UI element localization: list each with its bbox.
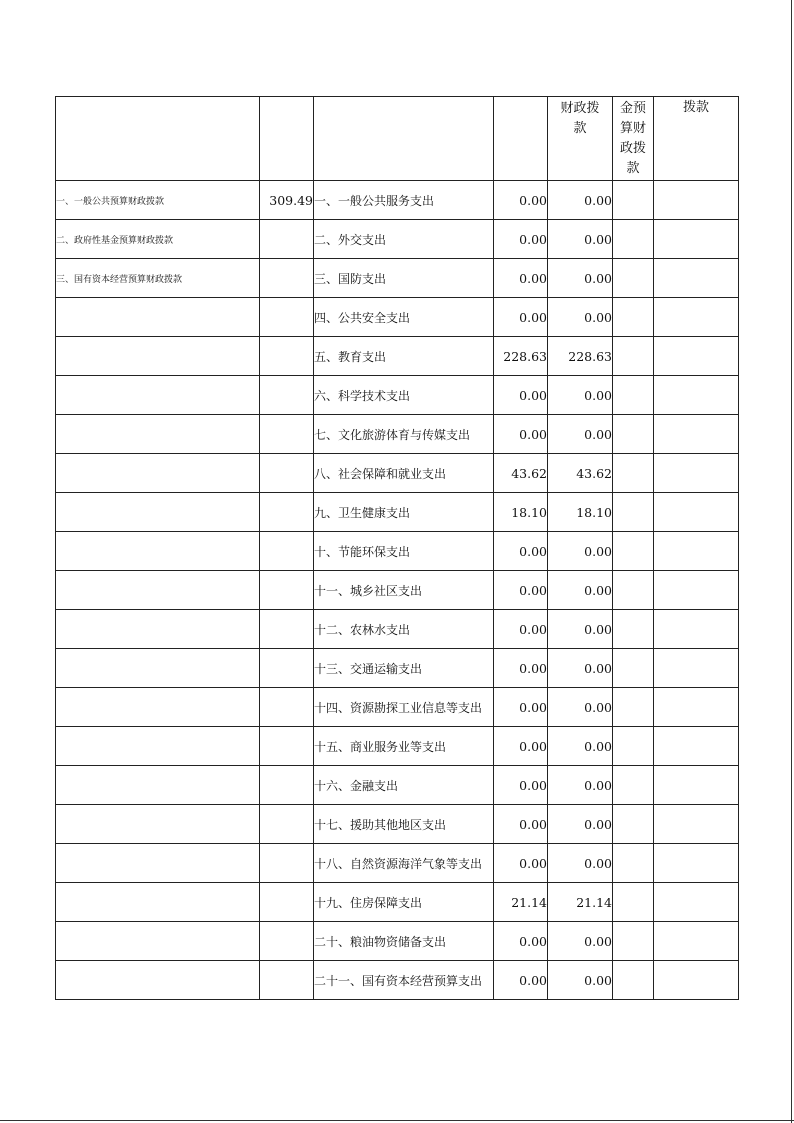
expense-item-cell: 十三、交通运输支出: [314, 649, 494, 688]
income-amount-cell: [260, 883, 314, 922]
income-amount-cell: [260, 571, 314, 610]
expense-item-cell: 六、科学技术支出: [314, 376, 494, 415]
total-amount-cell: 0.00: [494, 532, 548, 571]
total-amount-cell: 0.00: [494, 571, 548, 610]
table-row: [56, 922, 739, 961]
table-row: [56, 532, 739, 571]
total-amount-cell: 0.00: [494, 649, 548, 688]
total-amount-cell: 0.00: [494, 610, 548, 649]
fund-budget-grant-cell: [613, 610, 654, 649]
fund-budget-grant-cell: [613, 220, 654, 259]
budget-table: [55, 96, 739, 1000]
fund-budget-grant-cell: [613, 922, 654, 961]
fund-budget-grant-cell: [613, 805, 654, 844]
expense-item-cell: 十七、援助其他地区支出: [314, 805, 494, 844]
expense-item-cell: 十、节能环保支出: [314, 532, 494, 571]
header-fiscal-grant-label: 财政拨款: [560, 101, 600, 136]
expense-item-cell: 十八、自然资源海洋气象等支出: [314, 844, 494, 883]
table-row: [56, 454, 739, 493]
total-amount-cell: 0.00: [494, 259, 548, 298]
expense-item-cell: 十二、农林水支出: [314, 610, 494, 649]
grant-cell: [654, 376, 739, 415]
grant-cell: [654, 844, 739, 883]
fiscal-grant-cell: 0.00: [548, 844, 613, 883]
fiscal-grant-cell: 0.00: [548, 415, 613, 454]
fund-budget-grant-cell: [613, 493, 654, 532]
fiscal-grant-cell: 0.00: [548, 259, 613, 298]
expense-item-cell: 四、公共安全支出: [314, 298, 494, 337]
total-amount-cell: 0.00: [494, 766, 548, 805]
income-item-cell: [56, 922, 260, 961]
total-amount-cell: 0.00: [494, 844, 548, 883]
income-item-cell: [56, 961, 260, 1000]
page-edge-bottom: [0, 1120, 794, 1121]
income-amount-cell: 309.49: [260, 181, 314, 220]
grant-cell: [654, 961, 739, 1000]
expense-item-cell: 十五、商业服务业等支出: [314, 727, 494, 766]
income-amount-cell: [260, 610, 314, 649]
fiscal-grant-cell: 0.00: [548, 220, 613, 259]
expense-item-cell: 十一、城乡社区支出: [314, 571, 494, 610]
income-amount-cell: [260, 259, 314, 298]
fiscal-grant-cell: 0.00: [548, 922, 613, 961]
income-item-cell: [56, 610, 260, 649]
header-total: [494, 97, 548, 181]
table-row: [56, 571, 739, 610]
grant-cell: [654, 649, 739, 688]
grant-cell: [654, 454, 739, 493]
income-amount-cell: [260, 844, 314, 883]
page-edge-right: [791, 0, 792, 1123]
fiscal-grant-cell: 0.00: [548, 571, 613, 610]
fund-budget-grant-cell: [613, 883, 654, 922]
fiscal-grant-cell: 228.63: [548, 337, 613, 376]
income-amount-cell: [260, 376, 314, 415]
table-row: [56, 181, 739, 220]
income-item-cell: [56, 805, 260, 844]
income-item-cell: [56, 766, 260, 805]
table-row: [56, 493, 739, 532]
expense-item-cell: 八、社会保障和就业支出: [314, 454, 494, 493]
income-amount-cell: [260, 727, 314, 766]
fiscal-grant-cell: 0.00: [548, 805, 613, 844]
table-row: [56, 415, 739, 454]
income-item-cell: 二、政府性基金预算财政拨款: [56, 220, 260, 259]
grant-cell: [654, 883, 739, 922]
grant-cell: [654, 610, 739, 649]
total-amount-cell: 0.00: [494, 181, 548, 220]
table-row: [56, 844, 739, 883]
total-amount-cell: 0.00: [494, 220, 548, 259]
table-row: [56, 220, 739, 259]
fiscal-grant-cell: 21.14: [548, 883, 613, 922]
fund-budget-grant-cell: [613, 532, 654, 571]
fiscal-grant-cell: 0.00: [548, 376, 613, 415]
expense-item-cell: 十六、金融支出: [314, 766, 494, 805]
income-item-cell: [56, 454, 260, 493]
fund-budget-grant-cell: [613, 415, 654, 454]
fund-budget-grant-cell: [613, 376, 654, 415]
expense-item-cell: 十四、资源勘探工业信息等支出: [314, 688, 494, 727]
grant-cell: [654, 220, 739, 259]
fiscal-grant-cell: 0.00: [548, 298, 613, 337]
total-amount-cell: 21.14: [494, 883, 548, 922]
total-amount-cell: 0.00: [494, 727, 548, 766]
income-amount-cell: [260, 922, 314, 961]
total-amount-cell: 0.00: [494, 805, 548, 844]
income-item-cell: 一、一般公共预算财政拨款: [56, 181, 260, 220]
grant-cell: [654, 259, 739, 298]
grant-cell: [654, 766, 739, 805]
total-amount-cell: 0.00: [494, 376, 548, 415]
fund-budget-grant-cell: [613, 259, 654, 298]
fiscal-grant-cell: 18.10: [548, 493, 613, 532]
table-row: [56, 727, 739, 766]
total-amount-cell: 18.10: [494, 493, 548, 532]
income-item-cell: [56, 532, 260, 571]
table-row: [56, 805, 739, 844]
expense-item-cell: 二十、粮油物资储备支出: [314, 922, 494, 961]
income-item-cell: [56, 688, 260, 727]
table-row: [56, 766, 739, 805]
income-item-cell: [56, 883, 260, 922]
expense-item-cell: 二、外交支出: [314, 220, 494, 259]
expense-item-cell: 七、文化旅游体育与传媒支出: [314, 415, 494, 454]
fund-budget-grant-cell: [613, 844, 654, 883]
income-amount-cell: [260, 688, 314, 727]
income-item-cell: [56, 298, 260, 337]
grant-cell: [654, 415, 739, 454]
fund-budget-grant-cell: [613, 571, 654, 610]
fiscal-grant-cell: 0.00: [548, 688, 613, 727]
table-row: [56, 649, 739, 688]
total-amount-cell: 0.00: [494, 298, 548, 337]
header-fund-budget-grant: [613, 97, 654, 181]
income-amount-cell: [260, 337, 314, 376]
header-expense-item: [314, 97, 494, 181]
income-amount-cell: [260, 766, 314, 805]
header-income-amount: [260, 97, 314, 181]
header-fiscal-grant: [548, 97, 613, 181]
income-amount-cell: [260, 961, 314, 1000]
income-item-cell: [56, 415, 260, 454]
fund-budget-grant-cell: [613, 649, 654, 688]
table-row: [56, 298, 739, 337]
fund-budget-grant-cell: [613, 961, 654, 1000]
income-item-cell: [56, 649, 260, 688]
fiscal-grant-cell: 0.00: [548, 649, 613, 688]
expense-item-cell: 十九、住房保障支出: [314, 883, 494, 922]
table-row: [56, 883, 739, 922]
grant-cell: [654, 532, 739, 571]
total-amount-cell: 0.00: [494, 922, 548, 961]
fiscal-grant-cell: 43.62: [548, 454, 613, 493]
grant-cell: [654, 805, 739, 844]
income-item-cell: [56, 844, 260, 883]
income-amount-cell: [260, 454, 314, 493]
fund-budget-grant-cell: [613, 727, 654, 766]
expense-item-cell: 二十一、国有资本经营预算支出: [314, 961, 494, 1000]
income-item-cell: [56, 376, 260, 415]
fiscal-grant-cell: 0.00: [548, 961, 613, 1000]
table-row: [56, 337, 739, 376]
fiscal-grant-cell: 0.00: [548, 181, 613, 220]
expense-item-cell: 五、教育支出: [314, 337, 494, 376]
grant-cell: [654, 571, 739, 610]
table-row: [56, 961, 739, 1000]
income-amount-cell: [260, 532, 314, 571]
header-fund-budget-grant-label: 金预算财政拨款: [619, 101, 646, 176]
fund-budget-grant-cell: [613, 337, 654, 376]
header-grant: [654, 97, 739, 181]
total-amount-cell: 0.00: [494, 961, 548, 1000]
income-amount-cell: [260, 220, 314, 259]
table-row: [56, 376, 739, 415]
income-item-cell: [56, 727, 260, 766]
income-amount-cell: [260, 298, 314, 337]
table-row: [56, 259, 739, 298]
income-amount-cell: [260, 805, 314, 844]
income-item-cell: 三、国有资本经营预算财政拨款: [56, 259, 260, 298]
income-item-cell: [56, 493, 260, 532]
fund-budget-grant-cell: [613, 298, 654, 337]
header-grant-label: 拨款: [682, 100, 709, 115]
grant-cell: [654, 298, 739, 337]
expense-item-cell: 一、一般公共服务支出: [314, 181, 494, 220]
grant-cell: [654, 922, 739, 961]
total-amount-cell: 43.62: [494, 454, 548, 493]
income-item-cell: [56, 337, 260, 376]
fiscal-grant-cell: 0.00: [548, 766, 613, 805]
fiscal-grant-cell: 0.00: [548, 727, 613, 766]
table-row: [56, 610, 739, 649]
header-row: [56, 97, 739, 181]
expense-item-cell: 三、国防支出: [314, 259, 494, 298]
grant-cell: [654, 688, 739, 727]
total-amount-cell: 228.63: [494, 337, 548, 376]
expense-item-cell: 九、卫生健康支出: [314, 493, 494, 532]
fund-budget-grant-cell: [613, 766, 654, 805]
header-income-item: [56, 97, 260, 181]
grant-cell: [654, 181, 739, 220]
table-row: [56, 688, 739, 727]
income-item-cell: [56, 571, 260, 610]
grant-cell: [654, 493, 739, 532]
grant-cell: [654, 337, 739, 376]
fund-budget-grant-cell: [613, 688, 654, 727]
fund-budget-grant-cell: [613, 181, 654, 220]
total-amount-cell: 0.00: [494, 688, 548, 727]
income-amount-cell: [260, 493, 314, 532]
income-amount-cell: [260, 649, 314, 688]
fiscal-grant-cell: 0.00: [548, 610, 613, 649]
total-amount-cell: 0.00: [494, 415, 548, 454]
income-amount-cell: [260, 415, 314, 454]
fund-budget-grant-cell: [613, 454, 654, 493]
fiscal-grant-cell: 0.00: [548, 532, 613, 571]
grant-cell: [654, 727, 739, 766]
